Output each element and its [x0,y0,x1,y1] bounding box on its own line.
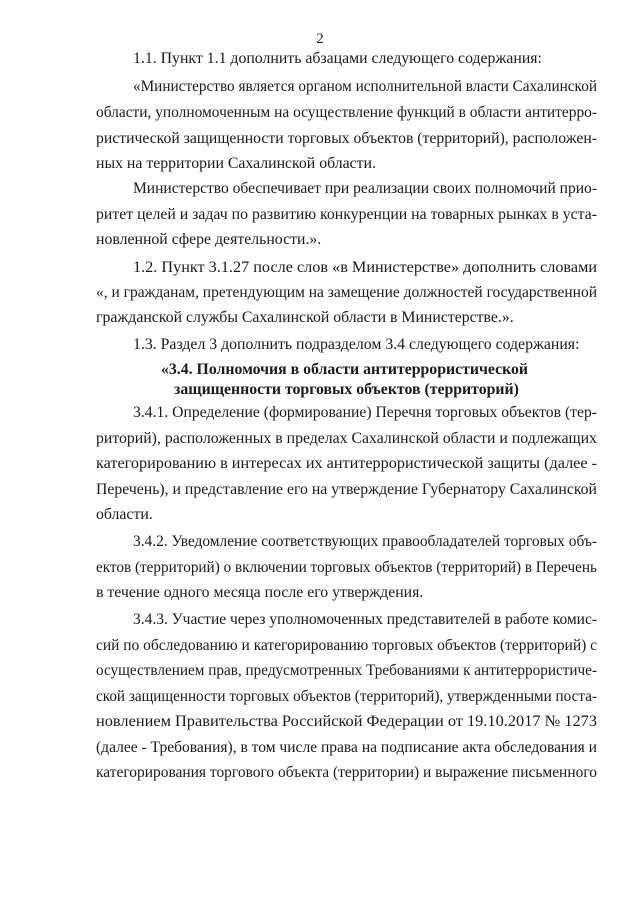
text-line: Перечень), и представление его на утверждение Губернатору Сахалинской [96,481,598,498]
text-line: новлением Правительства Российской Федерации от 19.10.2017 № 1273 [96,713,598,730]
text-line: ской защищенности торговых объектов (территорий), утвержденными поста- [96,688,597,705]
text-line: 3.4.2. Уведомление соответствующих правообладателей торговых объ- [133,533,597,550]
text-line: 1.3. Раздел 3 дополнить подразделом 3.4 следующего содержания: [133,336,580,353]
text-line: «, и гражданам, претендующим на замещение должностей государственной [96,284,598,301]
text-line: 3.4.1. Определение (формирование) Перечня торговых объектов (тер- [133,404,597,421]
text-line: категорированию в интересах их антитеррористической защиты (далее - [96,455,597,472]
text-line: в течение одного месяца после его утверждения. [96,584,424,601]
text-line: новленной сфере деятельности.». [96,231,322,248]
text-line: Министерство обеспечивает при реализации своих полномочий прио- [133,180,597,197]
text-line: области. [96,506,153,523]
text-line: ектов (территорий) о включении торговых объектов (территорий) в Перечень [96,559,597,576]
text-line: 1.1. Пункт 1.1 дополнить абзацами следующего содержания: [133,50,542,67]
text-line: категорирования торгового объекта (территории) и выражение письменного [96,764,598,781]
text-line: гражданской службы Сахалинской области в Министерстве.». [96,309,514,326]
section-heading: защищенности торговых объектов (территорий) [174,381,519,398]
text-line: ристической защищенности торговых объектов (территорий), расположен- [96,130,597,147]
text-line: 1.2. Пункт 3.1.27 после слов «в Министерстве» дополнить словами [133,259,598,276]
text-line: осуществлением прав, предусмотренных Требованиями к антитеррористиче- [96,662,597,679]
text-line: ритет целей и задач по развитию конкуренции на товарных рынках в уста- [96,206,597,223]
text-line: «Министерство является органом исполнительной власти Сахалинской [133,78,598,95]
text-line: (далее - Требования), в том числе права на подписание акта обследования и [96,739,598,756]
text-line: риторий), расположенных в пределах Сахалинской области и подлежащих [96,430,598,447]
text-line: сий по обследованию и категорированию торговых объектов (территорий) с [96,637,597,654]
page-number: 2 [316,31,324,47]
text-line: 3.4.3. Участие через уполномоченных представителей в работе комис- [133,611,597,628]
section-heading: «3.4. Полномочия в области антитеррористической [161,361,528,378]
text-line: области, уполномоченным на осуществление функций в области антитерро- [96,104,597,121]
text-line: ных на территории Сахалинской области. [96,155,376,172]
